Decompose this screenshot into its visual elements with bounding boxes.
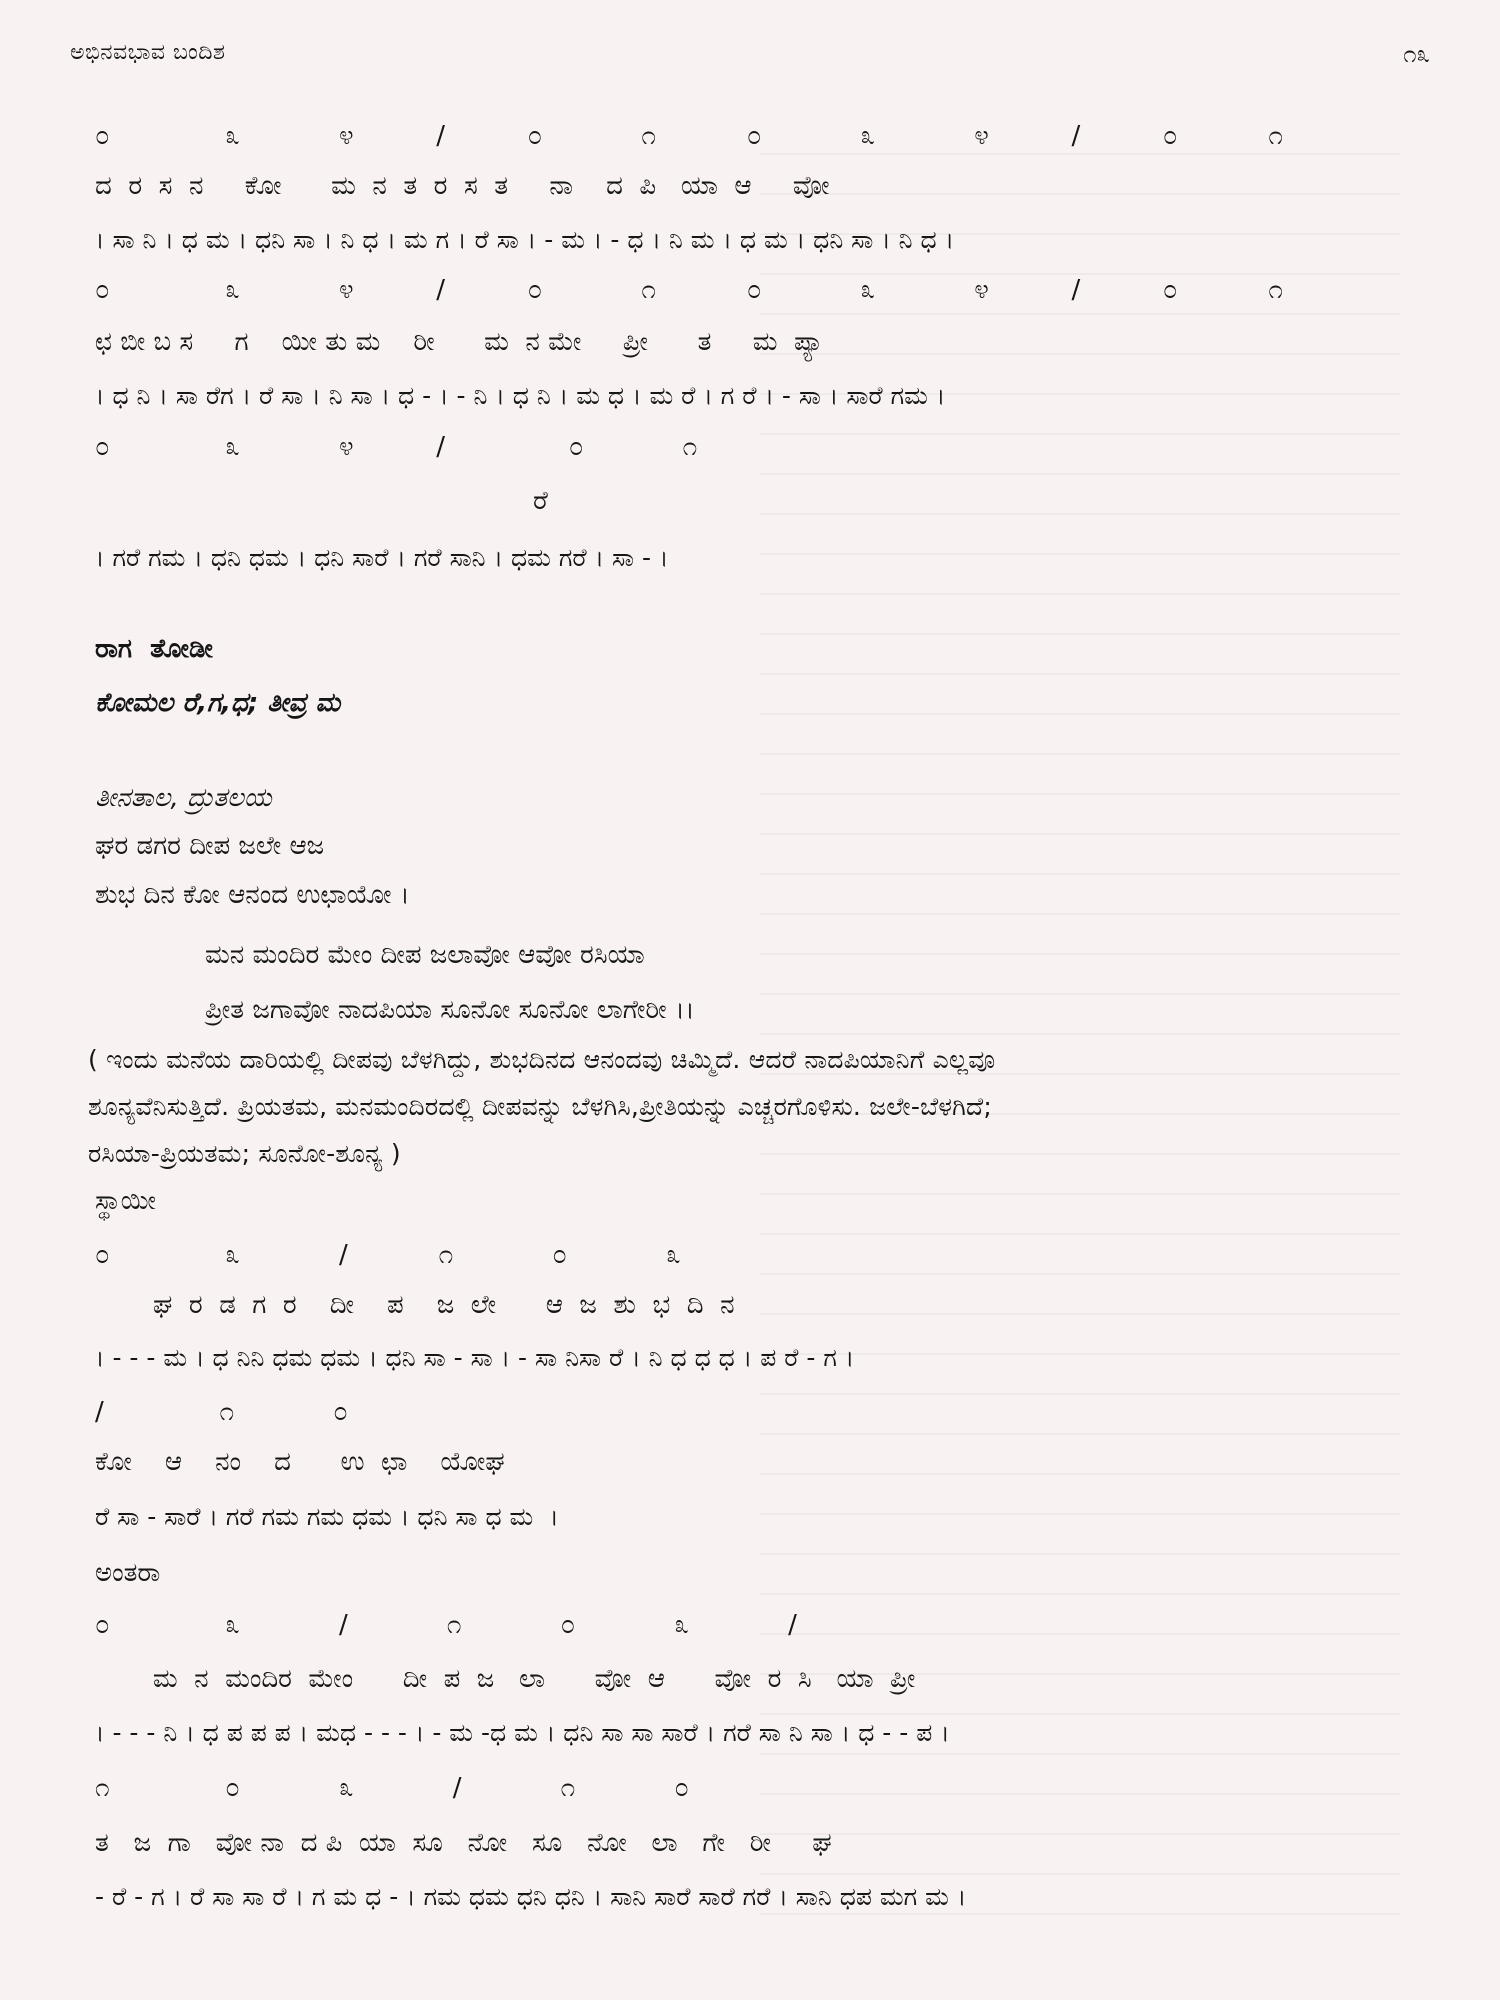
swar-row: । ಸಾ ನಿ । ಧ ಮ । ಧನಿ ಸಾ । ನಿ ಧ । ಮ ಗ । ರೆ ಸಾ । - ಮ । - ಧ । ನಿ ಮ । ಧ ಮ । ಧನಿ ಸಾ । ನಿ ಧ ।: [95, 225, 955, 254]
bandish-line: ಮನ ಮಂದಿರ ಮೇಂ ದೀಪ ಜಲಾವೋ ಆವೋ ರಸಿಯಾ: [205, 940, 645, 970]
swar-row: । - - - ಮ । ಧ ನಿನಿ ಧಮ ಧಮ । ಧನಿ ಸಾ - ಸಾ । - ಸಾ ನಿಸಾ ರೆ । ನಿ ಧ ಧ ಧ । ಪ ರೆ - ಗ ।: [95, 1343, 855, 1372]
running-header: ಅಭಿನವಭಾವ ಬಂದಿಶ: [70, 40, 226, 65]
taal-marker-row: ೧ ೦ ೩ / ೧ ೦: [95, 1773, 689, 1803]
swar-row: । - - - ನಿ । ಧ ಪ ಪ ಪ । ಮಧ - - - । - ಮ -ಧ ಮ । ಧನಿ ಸಾ ಸಾ ಸಾರೆ । ಗರೆ ಸಾ ನಿ ಸಾ । ಧ - - ಪ ।: [95, 1718, 950, 1747]
swar-row: - ರೆ - ಗ । ರೆ ಸಾ ಸಾ ರೆ । ಗ ಮ ಧ - । ಗಮ ಧಮ ಧನಿ ಧನಿ । ಸಾನಿ ಸಾರೆ ಸಾರೆ ಗರೆ । ಸಾನಿ ಧಪ ಮಗ ಮ ।: [95, 1882, 967, 1911]
lyric-row: ತ ಜ ಗಾ ವೋ ನಾ ದ ಪಿ ಯಾ ಸೂ ನೋ ಸೂ ನೋ ಲಾ ಗೇ ರೀ ಘ: [95, 1828, 832, 1858]
bandish-line: ಘರ ಡಗರ ದೀಪ ಜಲೇ ಆಜ: [95, 831, 325, 861]
section-heading-antara: ಅಂತರಾ: [95, 1558, 161, 1588]
taal-marker-row: ೦ ೩ ೪ / ೦ ೧ ೦ ೩ ೪ / ೦ ೧: [95, 121, 1283, 151]
meaning-paragraph: ( ಇಂದು ಮನೆಯ ದಾರಿಯಲ್ಲಿ ದೀಪವು ಬೆಳಗಿದ್ದು, ಶುಭದಿನದ ಆನಂದವು ಚಿಮ್ಮಿದೆ. ಆದರೆ ನಾದಪಿಯಾನಿಗೆ ಎಲ್ಲವೂ: [88, 1045, 996, 1074]
swar-row: । ಗರೆ ಗಮ । ಧನಿ ಧಮ । ಧನಿ ಸಾರೆ । ಗರೆ ಸಾನಿ । ಧಮ ಗರೆ । ಸಾ - ।: [95, 543, 669, 572]
bandish-line: ಪ್ರೀತ ಜಗಾವೋ ನಾದಪಿಯಾ ಸೂನೋ ಸೂನೋ ಲಾಗೇರೀ ।।: [205, 995, 695, 1025]
taal-laya-line: ತೀನತಾಲ, ದ್ರುತಲಯ: [95, 783, 272, 813]
taal-marker-row: ೦ ೩ ೪ / ೦ ೧: [95, 432, 698, 462]
taal-marker-row: ೦ ೩ ೪ / ೦ ೧ ೦ ೩ ೪ / ೦ ೧: [95, 275, 1283, 305]
taal-marker-row: / ೧ ೦: [95, 1397, 348, 1427]
kan-swar-row: ರೆ: [95, 486, 548, 516]
page-number: ೧೩: [1403, 40, 1430, 68]
meaning-paragraph: ಶೂನ್ಯವೆನಿಸುತ್ತಿದೆ. ಪ್ರಿಯತಮ, ಮನಮಂದಿರದಲ್ಲಿ ದೀಪವನ್ನು ಬೆಳಗಿಸಿ,ಪ್ರೀತಿಯನ್ನು ಎಚ್ಚರಗೊಳಿಸು. ಜಲೇ-ಬೆಳಗಿದೆ;: [88, 1092, 992, 1121]
lyric-row: ಘ ರ ಡ ಗ ರ ದೀ ಪ ಜ ಲೇ ಆ ಜ ಶು ಭ ದಿ ನ: [95, 1290, 735, 1320]
meaning-paragraph: ರಸಿಯಾ-ಪ್ರಿಯತಮ; ಸೂನೋ-ಶೂನ್ಯ ): [88, 1139, 401, 1168]
taal-marker-row: ೦ ೩ / ೧ ೦ ೩: [95, 1240, 681, 1270]
lyric-row: ದ ರ ಸ ನ ಕೋ ಮ ನ ತ ರ ಸ ತ ನಾ ದ ಪಿ ಯಾ ಆ ವೋ: [95, 171, 830, 201]
lyric-row: ಛ ಬೀ ಬ ಸ ಗ ಯೀ ತು ಮ ರೀ ಮ ನ ಮೇ ಪ್ರೀ ತ ಮ ಪ್ಯಾ: [95, 327, 824, 357]
bandish-line: ಶುಭ ದಿನ ಕೋ ಆನಂದ ಉಛಾಯೋ ।: [95, 880, 410, 910]
raga-swar-note: ಕೋಮಲ ರೆ,ಗ,ಧ; ತೀವ್ರ ಮ: [95, 688, 341, 718]
swar-row: ರೆ ಸಾ - ಸಾರೆ । ಗರೆ ಗಮ ಗಮ ಧಮ । ಧನಿ ಸಾ ಧ ಮ ।: [95, 1502, 559, 1531]
lyric-row: ಮ ನ ಮಂದಿರ ಮೇಂ ದೀ ಪ ಜ ಲಾ ವೋ ಆ ವೋ ರ ಸಿ ಯಾ ಪ್ರೀ: [95, 1664, 916, 1694]
swar-row: । ಧ ನಿ । ಸಾ ರೆಗ । ರೆ ಸಾ । ನಿ ಸಾ । ಧ - । - ನಿ । ಧ ನಿ । ಮ ಧ । ಮ ರೆ । ಗ ರೆ । - ಸಾ । ಸಾರೆ ಗಮ ।: [95, 381, 946, 410]
taal-marker-row: ೦ ೩ / ೧ ೦ ೩ /: [95, 1610, 797, 1640]
section-heading-sthayi: ಸ್ಥಾಯೀ: [95, 1186, 157, 1216]
lyric-row: ಕೋ ಆ ನಂ ದ ಉ ಛಾ ಯೋಘ: [95, 1447, 505, 1477]
raga-heading: ರಾಗ ತೋಡೀ: [95, 634, 213, 664]
